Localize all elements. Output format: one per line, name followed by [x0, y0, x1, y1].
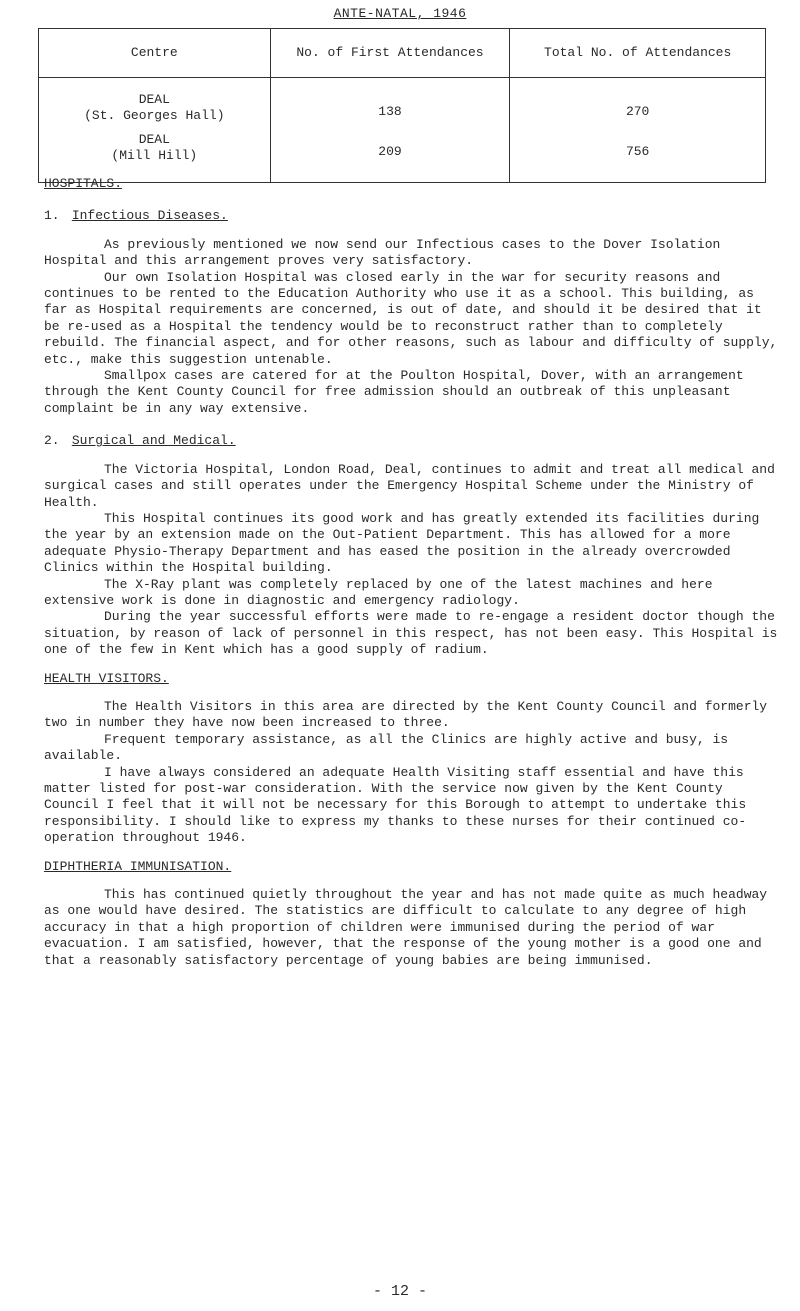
centre-location: (St. Georges Hall): [84, 108, 225, 123]
first-attendances-cell: [270, 78, 510, 133]
centre-name: DEAL: [138, 92, 170, 107]
total-attendances-cell: [510, 78, 766, 133]
attendance-table: [38, 28, 766, 183]
paragraph: Smallpox cases are catered for at the Poulton Hospital, Dover, with an arrangement through the Kent County Council for free admission should an outbreak of this unpleasant complaint be in any way extensive.: [44, 368, 744, 416]
page-header-title: ANTE-NATAL, 1946: [333, 6, 467, 21]
report-body: [44, 176, 780, 969]
total-attendances-cell: [510, 132, 766, 183]
paragraph: The X-Ray plant was completely replaced by one of the latest machines and here extensive work is done in diagnostic and emergency radiology.: [44, 576, 713, 608]
paragraph: I have always considered an adequate Health Visiting staff essential and have this matter listed for post-war consideration. With the service now given by the Kent County Council I feel that it will not be necessary for this Borough to attempt to undertake this responsibility. I should like to express my thanks to these nurses for their continued co-operation throughout 1946.: [44, 764, 747, 846]
section-title-diphtheria: DIPHTHERIA IMMUNISATION.: [44, 858, 232, 874]
table-row: [39, 78, 766, 133]
column-header-text: Centre: [130, 45, 178, 60]
section-title-hospitals: HOSPITALS.: [44, 176, 123, 191]
column-header-first-attendances: [270, 29, 510, 78]
column-header-text: Attendances: [397, 45, 484, 60]
first-attendances-value: 138: [378, 104, 402, 119]
paragraph: This Hospital continues its good work and has greatly extended its facilities during the year by an extension made on the Out-Patient Department. This has allowed for a more adequate Physio-Therapy Department and has eased the position in the already overcrowded Clinics within the Hospital building.: [44, 510, 760, 576]
first-attendances-cell: [270, 132, 510, 183]
paragraph: During the year successful efforts were made to re-engage a resident doctor though the situation, by reason of lack of personnel in this respect, has not been easy. This Hospital is one of the few in Kent which has a good supply of radium.: [44, 609, 778, 658]
centre-name: DEAL: [138, 132, 170, 147]
column-header-text: Total No. of: [544, 45, 638, 60]
paragraph: The Victoria Hospital, London Road, Deal, continues to admit and treat all medical and surgical cases and still operates under the Emergency Hospital Scheme under the Ministry of Health.: [44, 461, 775, 510]
column-header-centre: [39, 29, 271, 78]
subsection-title-infectious: [44, 208, 780, 224]
total-attendances-value: 756: [625, 144, 650, 159]
subsection-title-surgical: [44, 433, 780, 449]
subsection-number: 1.: [44, 208, 60, 224]
paragraph: As previously mentioned we now send our Infectious cases to the Dover Isolation Hospital and this arrangement proves very satisfactory.: [44, 236, 721, 269]
paragraph: Our own Isolation Hospital was closed early in the war for security reasons and continues to be rented to the Education Authority who use it as a school. This building, as far as Hospital requirements are concerned, is out of date, and should it be desired that it be re-used as a Hospital the tendency would be to reconstruct rather than to completely rebuild. The financial aspect, and for other reasons, such as labour and difficulty of supply, etc., make this suggestion untenable.: [44, 269, 778, 367]
centre-cell: [39, 132, 271, 183]
paragraph: Frequent temporary assistance, as all the Clinics are highly active and busy, is available.: [44, 731, 729, 764]
section-title-health-visitors: HEALTH VISITORS.: [44, 670, 169, 686]
subsection-title-text: Surgical and Medical.: [71, 433, 236, 449]
paragraph: The Health Visitors in this area are directed by the Kent County Council and formerly two in number they have now been increased to three.: [44, 698, 768, 731]
subsection-title-text: Infectious Diseases.: [71, 208, 228, 224]
page-number: - 12 -: [372, 1283, 427, 1300]
column-header-text: No. of First: [296, 45, 390, 60]
centre-location: (Mill Hill): [111, 148, 198, 163]
column-header-total-attendances: [510, 29, 766, 78]
subsection-number: 2.: [44, 433, 60, 449]
total-attendances-value: 270: [625, 104, 650, 119]
first-attendances-value: 209: [378, 144, 402, 159]
table-row: [39, 132, 766, 183]
page-header: [0, 6, 800, 21]
paragraph: This has continued quietly throughout the year and has not made quite as much headway as one would have desired. The statistics are difficult to calculate to any degree of high accuracy in that a high proportion of children were immunised during the period of war evacuation. I am satisfied, however, that the response of the young mother is a good one and that a reasonably satisfactory percentage of young babies are being immunised.: [44, 887, 768, 968]
centre-cell: [39, 78, 271, 133]
column-header-text: Attendances: [645, 45, 732, 60]
